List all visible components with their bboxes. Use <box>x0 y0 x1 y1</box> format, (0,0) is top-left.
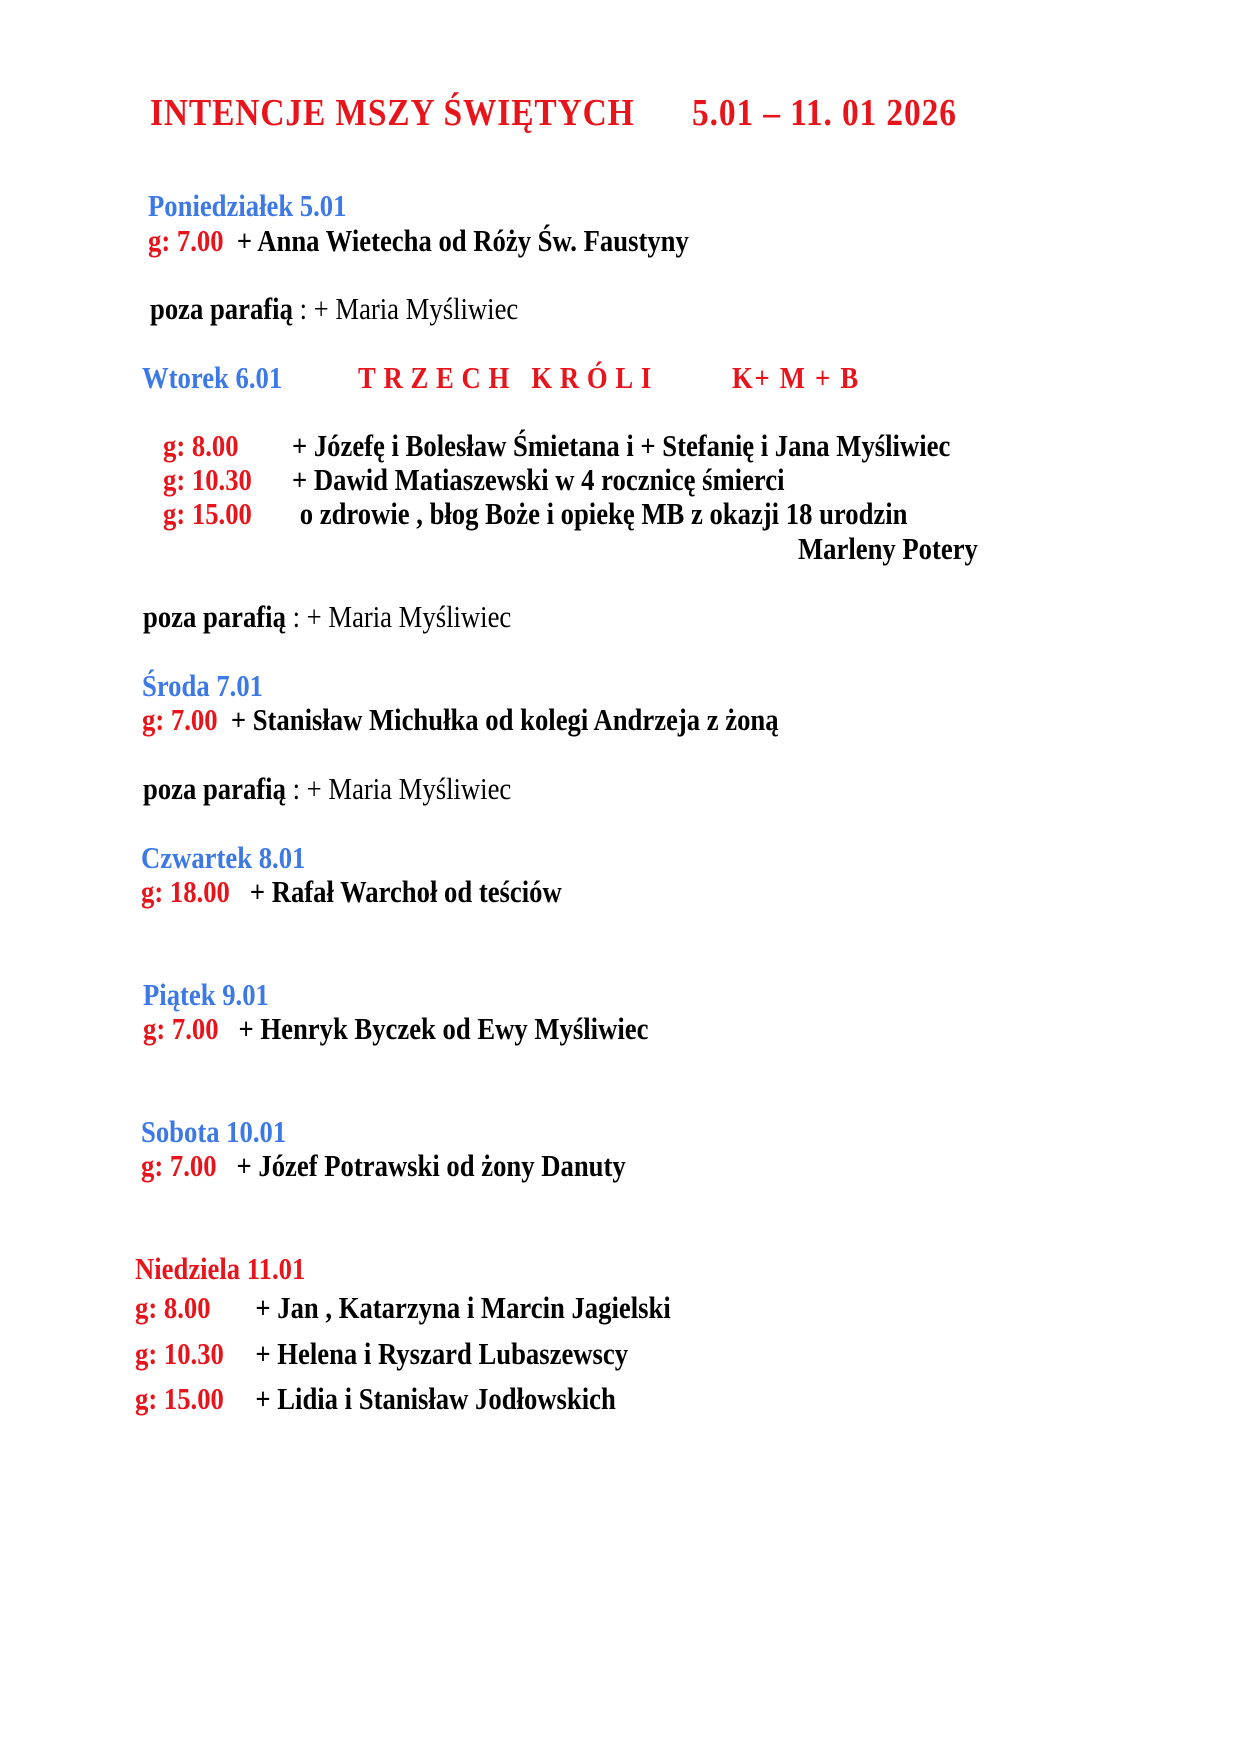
mass-time: g: 10.30 <box>135 1336 224 1371</box>
mass-intention: + Stanisław Michułka od kolegi Andrzeja z żoną <box>230 702 779 737</box>
mass-entry <box>135 1383 616 1414</box>
mass-intention: + Rafał Warchoł od teściów <box>249 874 562 909</box>
mass-intention: + Józef Potrawski od żony Danuty <box>236 1148 626 1183</box>
feast-mark: K+ M + B <box>732 360 860 395</box>
outside-intention: : + Maria Myśliwiec <box>292 599 512 634</box>
day-heading-tuesday: Wtorek 6.01 <box>142 360 283 395</box>
mass-intention: + Dawid Matiaszewski w 4 rocznicę śmierci <box>292 462 785 497</box>
mass-intention: + Lidia i Stanisław Jodłowskich <box>255 1381 616 1416</box>
outside-intention: : + Maria Myśliwiec <box>299 291 519 326</box>
day-heading-saturday: Sobota 10.01 <box>141 1114 287 1149</box>
outside-label: poza parafią <box>143 599 286 634</box>
mass-entry <box>163 498 907 529</box>
mass-intention: + Helena i Ryszard Lubaszewscy <box>255 1336 629 1371</box>
mass-entry <box>135 1292 671 1323</box>
mass-time: g: 7.00 <box>142 702 218 737</box>
mass-time: g: 7.00 <box>143 1011 219 1046</box>
day-heading-friday: Piątek 9.01 <box>143 977 269 1012</box>
outside-label: poza parafią <box>143 771 286 806</box>
mass-time: g: 8.00 <box>135 1290 211 1325</box>
mass-intention: o zdrowie , błog Boże i opiekę MB z okazji 18 urodzin <box>299 496 908 531</box>
mass-time: g: 7.00 <box>141 1148 217 1183</box>
mass-time: g: 8.00 <box>163 428 239 463</box>
mass-entry <box>163 464 785 495</box>
mass-entry <box>141 1150 626 1181</box>
day-heading-sunday: Niedziela 11.01 <box>135 1251 306 1286</box>
mass-intention: + Jan , Katarzyna i Marcin Jagielski <box>255 1290 671 1325</box>
mass-intention: + Henryk Byczek od Ewy Myśliwiec <box>238 1011 649 1046</box>
mass-entry <box>142 704 779 735</box>
mass-intention: + Józefę i Bolesław Śmietana i + Stefanię i Jana Myśliwiec <box>292 428 951 463</box>
outside-label: poza parafią <box>150 291 293 326</box>
outside-parish <box>150 293 518 324</box>
mass-entry <box>163 430 950 461</box>
outside-parish <box>143 601 511 632</box>
mass-intention: + Anna Wietecha od Róży Św. Faustyny <box>236 223 689 258</box>
mass-time: g: 7.00 <box>148 223 224 258</box>
outside-parish <box>143 773 511 804</box>
mass-entry <box>135 1338 628 1369</box>
feast-name: TRZECH KRÓLI <box>358 360 660 395</box>
outside-intention: : + Maria Myśliwiec <box>292 771 512 806</box>
day-heading-monday: Poniedziałek 5.01 <box>148 188 347 223</box>
mass-entry <box>141 876 562 907</box>
day-heading-wednesday: Środa 7.01 <box>142 668 263 703</box>
page-title: INTENCJE MSZY ŚWIĘTYCH <box>150 92 635 134</box>
mass-time: g: 15.00 <box>163 496 252 531</box>
mass-time: g: 18.00 <box>141 874 230 909</box>
date-range: 5.01 – 11. 01 2026 <box>692 92 957 134</box>
mass-entry <box>148 225 689 256</box>
mass-entry <box>143 1013 648 1044</box>
mass-time: g: 15.00 <box>135 1381 224 1416</box>
mass-intention-continuation: Marleny Potery <box>798 531 978 566</box>
day-heading-thursday: Czwartek 8.01 <box>141 840 306 875</box>
mass-time: g: 10.30 <box>163 462 252 497</box>
